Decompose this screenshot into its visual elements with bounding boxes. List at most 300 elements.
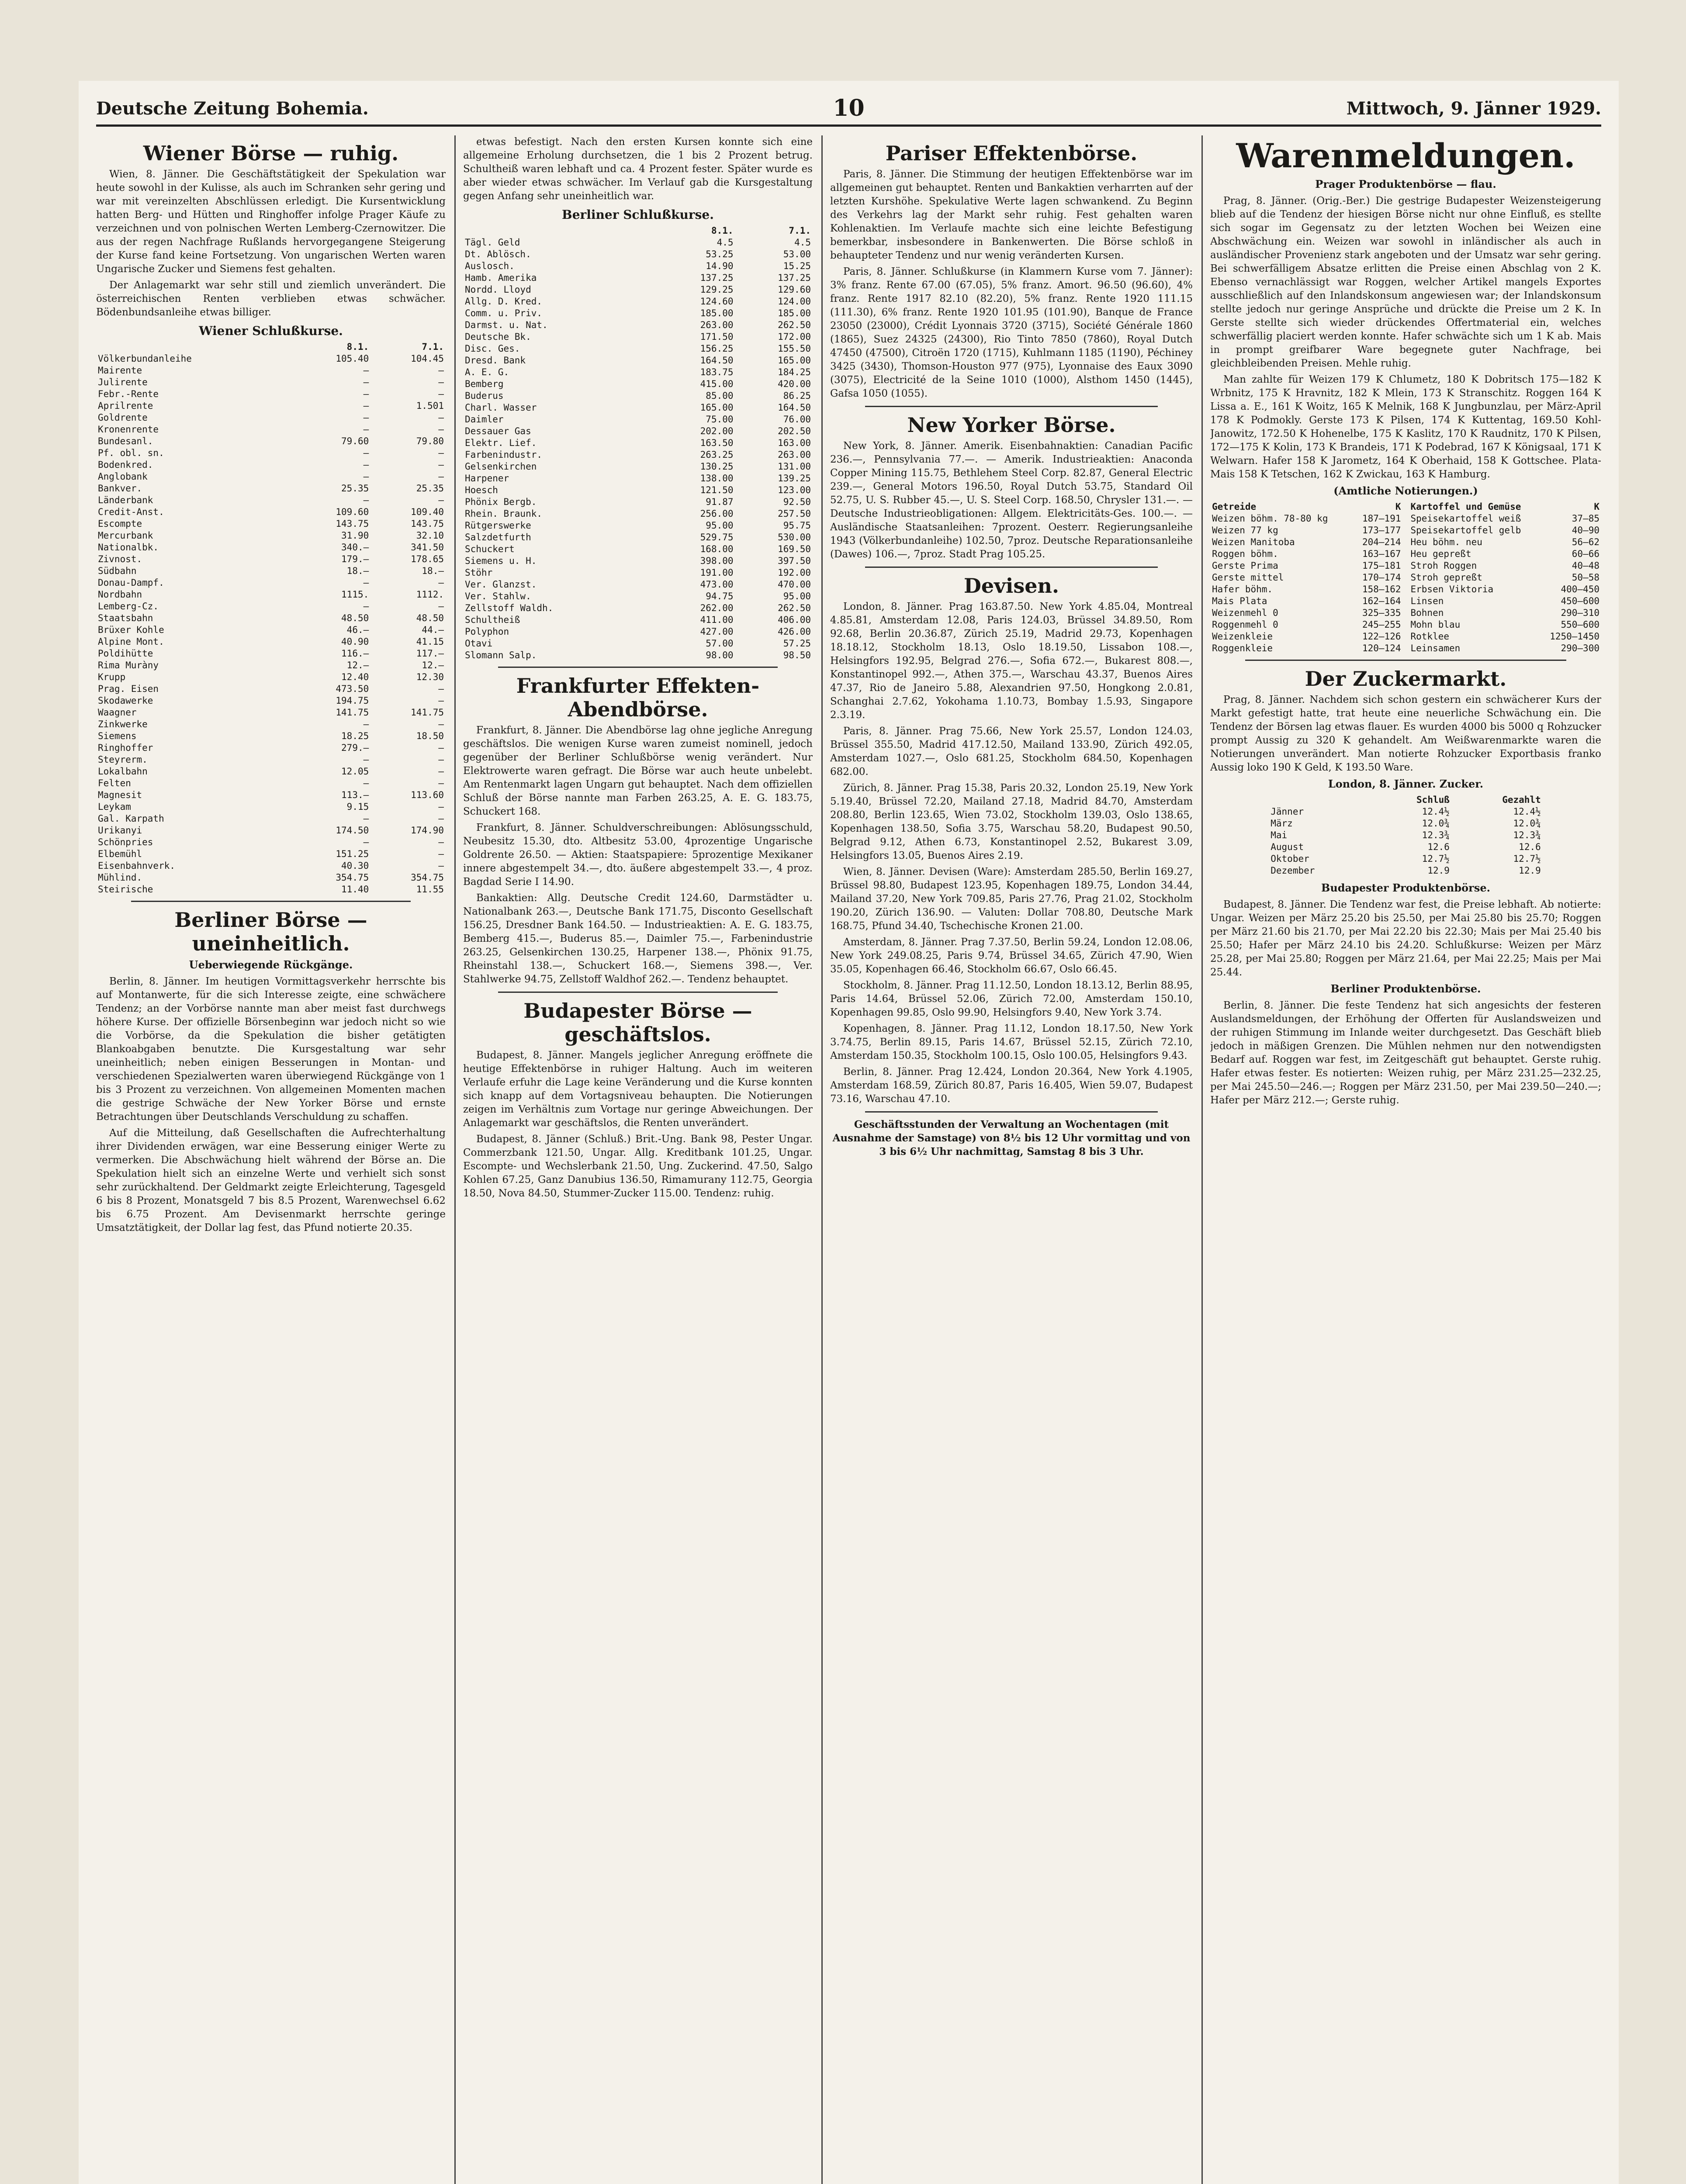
- table-row: [1210, 643, 1403, 654]
- table-row: [96, 671, 446, 683]
- table-row: [96, 683, 446, 695]
- issue-date: Mittwoch, 9. Jänner 1929.: [1346, 98, 1601, 119]
- row-label: Lemberg-Cz.: [98, 601, 159, 612]
- row-value: —: [363, 719, 369, 729]
- row-value: 178.65: [411, 554, 444, 564]
- table-row: [463, 366, 813, 378]
- table-row: [1210, 525, 1403, 536]
- row-value: —: [438, 837, 444, 847]
- row-value: —: [438, 802, 444, 812]
- prager-produktenboerse-text: Prag, 8. Jänner. (Orig.-Ber.) Die gestrige Budapester Weizensteigerung blieb auf die Tendenz der hiesigen Börse nicht nur ohne Einfluß, es stellte sich sogar im Gegensatz zu der letzten Wochen bei Weizen eine Abschwächung ein. Weizen war sowohl in inländischer als auch in ausländischer Provenienz stark angeboten und der Umsatz war sehr gering. Bei schwerfälligem Absatze erlitten die Preise einen Abschlag von 2 K. Ebenso vernachlässigt war Roggen, welcher Artikel mangels Exportes ausschließlich auf den Inlandskonsum angewiesen war; der Inlandskonsum stellte jedoch nur geringe Ansprüche und drückte die Preise um 2 K. In Gerste stellte sich wieder drückendes Offertmaterial ein, welches schwerfällig placiert werden konnte. Hafer schwächte sich um 1 K ab. Mais in prompt greifbarer Ware begegnete guter Nachfrage, bei gleichbleibenden Preisen. Mehle ruhig.: [1210, 195, 1601, 369]
- row-label: Rotklee: [1410, 631, 1450, 642]
- prager-produktenboerse-text-2: Man zahlte für Weizen 179 K Chlumetz, 180 K Dobritsch 175—182 K Wrbnitz, 175 K Hravnitz, 182 K Mlein, 173 K Stranschitz. Roggen 164 K Lissa a. E., 161 K Woitz, 165 K Melnik, 168 K Jungbunzlau, per März-April 178 K Podmokly. Gerste 173 K Pilsen, 174 K Kuttentag, 169.50 Kohl-Janowitz, 172.50 K Hohenelbe, 175 K Kaslitz, 170 K Raudnitz, 170 K Pilsen, 172—175 K Kolin, 173 K Brandeis, 171 K Podebrad, 167 K Königsaal, 171 K Welwarn. Hafer 158 K Jarometz, 164 K Oberhaid, 158 K Gottschee. Plata-Mais 158 K Tetschen, 162 K Zwickau, 163 K Hamburg.: [1210, 374, 1601, 480]
- row-label: Steirische: [98, 884, 153, 895]
- row-value: 151.25: [336, 849, 369, 859]
- row-value: —: [438, 495, 444, 505]
- row-label: Deutsche Bk.: [465, 332, 531, 342]
- row-label: Hafer böhm.: [1212, 584, 1273, 594]
- row-label: Pf. obl. sn.: [98, 448, 164, 458]
- row-label: Dessauer Gas: [465, 426, 531, 436]
- row-value: 156.25: [700, 343, 734, 354]
- table-row: [1269, 841, 1543, 853]
- table-row: [96, 754, 446, 766]
- row-value: 406.00: [778, 615, 811, 625]
- row-value: —: [438, 754, 444, 765]
- row-label: Daimler: [465, 414, 504, 425]
- row-value: 529.75: [700, 532, 734, 543]
- row-value: 50—58: [1572, 572, 1599, 583]
- devisen-amsterdam: Amsterdam, 8. Jänner. Prag 7.37.50, Berlin 59.24, London 12.08.06, New York 249.08.25, Paris 9.74, Brüssel 34.65, Zürich 47.90, Wien 35.05, Kopenhagen 66.46, Stockholm 66.67, Oslo 66.45.: [830, 936, 1193, 975]
- row-value: 109.60: [336, 507, 369, 517]
- pariser-boerse-heading: Pariser Effektenbörse.: [885, 142, 1138, 165]
- row-value: 53.00: [783, 249, 811, 259]
- row-label: Urikanyi: [98, 825, 142, 836]
- londoner-zuckerboerse-heading: London, 8. Jänner. Zucker.: [1328, 778, 1484, 790]
- row-value: 120—124: [1362, 643, 1401, 653]
- row-value: 56—62: [1572, 537, 1599, 547]
- row-label: A. E. G.: [465, 367, 509, 377]
- row-value: 12.—: [346, 660, 369, 670]
- table-row: [463, 378, 813, 390]
- row-value: —: [438, 424, 444, 435]
- row-value: —: [438, 684, 444, 694]
- row-value: —: [363, 412, 369, 423]
- table-row: [1269, 853, 1543, 865]
- row-label: Hoesch: [465, 485, 498, 495]
- budapester-boerse-text-2: Budapest, 8. Jänner (Schluß.) Brit.-Ung. Bank 98, Pester Ungar. Commerzbank 121.50, Ungar. Allg. Kreditbank 101.25, Ungar. Escompte- und Wechslerbank 21.50, Ung. Zuckerind. 47.50, Salgo Kohlen 67.25, Ganz Danubius 136.50, Rimamurany 112.75, Georgia 18.50, Nova 84.50, Stummer-Zucker 115.00. Tendenz: ruhig.: [463, 1133, 813, 1199]
- table-row: [463, 296, 813, 308]
- berliner-produktenboerse-text: Berlin, 8. Jänner. Die feste Tendenz hat sich angesichts der festeren Auslandsmeldungen, der Erhöhung der Offerten für Auslandsweizen und der ruhigen Stimmung im Inlande weiter durchgesetzt. Das Geschäft blieb jedoch in mäßigen Grenzen. Die Mühlen nehmen nur den notwendigsten Bedarf auf. Roggen war fest, im Zeitgeschäft gut behauptet. Gerste ruhig. Hafer etwas fester. Es notierten: Weizen ruhig, per März 231.25—232.25, per Mai 245.50—246.—; Roggen per März 231.50, per Mai 239.50—240.—; Hafer per März 212.—; Gerste ruhig.: [1210, 1000, 1601, 1106]
- row-label: Magnesit: [98, 790, 142, 800]
- row-value: 109.40: [411, 507, 444, 517]
- frankfurter-boerse-heading: Frankfurter Effekten-Abendbörse.: [516, 674, 760, 721]
- row-value: 123.00: [778, 485, 811, 495]
- row-value: 204—214: [1362, 537, 1401, 547]
- table-row: [1409, 536, 1602, 548]
- amtliche-notierungen-heading: (Amtliche Notierungen.): [1333, 484, 1478, 497]
- row-value: 179.—: [341, 554, 369, 564]
- row-value: 173—177: [1362, 525, 1401, 536]
- berliner-boerse-subheading: Ueberwiegende Rückgänge.: [189, 958, 353, 971]
- devisen-london: London, 8. Jänner. Prag 163.87.50. New York 4.85.04, Montreal 4.85.81, Amsterdam 12.08, Paris 124.03, Brüssel 34.89.50, Rom 92.68, Berlin 20.36.87, Zürich 25.19, Madrid 29.73, Kopenhagen 18.18.12, Stockholm 18.13, Oslo 18.19.50, Lissabon 108.—, Helsingfors 192.95, Belgrad 276.—, Sofia 672.—, Bukarest 808.—, Konstantinopel 992.—, Athen 375.—, Warschau 43.37, Buenos Aires 47.37, Rio de Janeiro 5.88, Alexandrien 97.50, Hongkong 2.0.81, Schanghai 2.7.62, Yokohama 1.10.73, Bombay 1.5.93, Singapore 2.3.19.: [830, 601, 1193, 721]
- row-value: 185.00: [778, 308, 811, 318]
- row-value: 79.60: [341, 436, 369, 446]
- row-label: Escompte: [98, 518, 142, 529]
- table-row: [1210, 513, 1403, 525]
- row-value: 48.50: [341, 613, 369, 623]
- row-value: —: [363, 471, 369, 482]
- berliner-boerse-text: Berlin, 8. Jänner. Im heutigen Vormittagsverkehr herrschte bis auf Montanwerte, für die sich Interesse zeigte, eine schwächere Tendenz; an der Vorbörse nannte man aber meist fast durchwegs höhere Kurse. Der offizielle Börsenbeginn war jedoch nicht so wie die Vorbörse, da die Spekulation die bisher getätigten Blankoabgaben benutzte. Die Kursgestaltung war sehr uneinheitlich; neben einigen Besserungen in Montan- und verschiedenen Spezialwerten waren überwiegend Rückgänge von 1 bis 3 Prozent zu verzeichnen. Von allgemeinen Momenten machen die gestrige Schwäche der New Yorker Börse und ernste Betrachtungen über Deutschlands Verschuldung zu schaffen.: [96, 976, 446, 1123]
- pariser-boerse-text-2: Paris, 8. Jänner. Schlußkurse (in Klammern Kurse vom 7. Jänner): 3% franz. Rente 67.00 (67.05), 5% franz. Amort. 96.50 (96.60), 4% franz. Rente 1917 82.10 (82.20), 5% franz. Rente 1920 111.15 (111.30), 6% franz. Rente 1920 101.95 (101.90), Banque de France 23050 (23000), Crédit Lyonnais 3720 (3715), Société Générale 1860 (1865), Suez 24325 (24300), Rio Tinto 7850 (7860), Royal Dutch 47450 (47500), Citroën 1720 (1715), Kuhlmann 1185 (1190), Péchiney 3425 (3430), Thomson-Houston 977 (975), Lyonnaise des Eaux 3090 (3075), Electricité de la Seine 1010 (1000), Alsthom 1450 (1445), Gafsa 1050 (1055).: [830, 266, 1193, 399]
- row-value: 473.00: [700, 579, 734, 590]
- column-divider: [454, 135, 456, 2184]
- wiener-boerse-heading: Wiener Börse — ruhig.: [143, 142, 399, 165]
- row-value: 130.25: [700, 461, 734, 472]
- row-value: 400—450: [1561, 584, 1599, 594]
- row-value: 1.501: [416, 401, 444, 411]
- row-label: Schultheiß: [465, 615, 520, 625]
- table-row: [463, 484, 813, 496]
- row-value: 94.75: [706, 591, 734, 601]
- row-label: März: [1271, 818, 1293, 829]
- table-row: [463, 555, 813, 567]
- row-value: 192.00: [778, 567, 811, 578]
- table-row: [96, 589, 446, 601]
- table-row: [463, 567, 813, 579]
- row-value: 141.75: [336, 707, 369, 718]
- row-value: 341.50: [411, 542, 444, 553]
- row-value: 122—126: [1362, 631, 1401, 642]
- table-row: [96, 530, 446, 542]
- row-value: —: [438, 365, 444, 376]
- devisen-kopenhagen: Kopenhagen, 8. Jänner. Prag 11.12, London 18.17.50, New York 3.74.75, Berlin 89.15, Paris 14.67, Brüssel 52.15, Zürich 72.10, Amsterdam 150.35, Stockholm 100.15, Oslo 100.05, Helsingfors 9.43.: [830, 1023, 1193, 1061]
- budapester-boerse-text: Budapest, 8. Jänner. Mangels jeglicher Anregung eröffnete die heutige Effektenbörse in ruhiger Haltung. Auch im weiteren Verlaufe erfuhr die Lage keine Veränderung und die Kurse konnten sich knapp auf dem Vortagsniveau behaupten. Die Notierungen zeigen im Verhältnis zum Vortage nur geringe Abweichungen. Der Anlagemarkt war geschäftslos, die Renten unverändert.: [463, 1050, 813, 1129]
- row-value: 163.00: [778, 438, 811, 448]
- row-label: Lokalbahn: [98, 766, 148, 777]
- devisen-zuerich: Zürich, 8. Jänner. Prag 15.38, Paris 20.32, London 25.19, New York 5.19.40, Brüssel 72.20, Mailand 27.18, Madrid 84.70, Amsterdam 208.80, Berlin 123.65, Wien 73.02, Stockholm 139.03, Oslo 138.65, Kopenhagen 138.50, Sofia 3.75, Warschau 58.20, Budapest 90.50, Belgrad 9.12, Athen 6.73, Konstantinopel 2.52, Bukarest 3.09, Helsingfors 13.05, Buenos Aires 2.19.: [830, 782, 1193, 861]
- row-label: Dezember: [1271, 865, 1315, 876]
- row-label: Stroh Roggen: [1410, 560, 1477, 571]
- row-value: 12.30: [416, 672, 444, 682]
- section-rule: [498, 992, 778, 993]
- row-value: 105.40: [336, 353, 369, 364]
- table-row: [1210, 595, 1403, 607]
- row-label: Farbenindustr.: [465, 449, 543, 460]
- table-row: [1210, 619, 1403, 631]
- newspaper-name: Deutsche Zeitung Bohemia.: [96, 98, 369, 119]
- table-header: K: [1594, 501, 1599, 512]
- devisen-heading: Devisen.: [964, 574, 1059, 598]
- devisen-paris: Paris, 8. Jänner. Prag 75.66, New York 25.57, London 124.03, Brüssel 355.50, Madrid 417.12.50, Mailand 133.90, Zürich 492.05, Amsterdam 1027.—, Oslo 681.25, Stockholm 684.50, Kopenhagen 682.00.: [830, 726, 1193, 778]
- row-label: Aprilrente: [98, 401, 153, 411]
- table-row: [96, 813, 446, 825]
- row-value: 31.90: [341, 530, 369, 541]
- wiener-schlusskurse-heading: Wiener Schlußkurse.: [199, 324, 343, 338]
- row-label: Bankver.: [98, 483, 142, 494]
- zuckermarkt-text: Prag, 8. Jänner. Nachdem sich schon gestern ein schwächerer Kurs der Markt gefestigt hatte, trat heute eine neuerliche Schwächung ein. Die Tendenz der Börsen lag etwas flauer. Es wurden 4000 bis 5000 q Rohzucker prompt Aussig zu 320 K gehandelt. Am Weißwarenmarkte waren die Notierungen unverändert. Man notierte Rohzucker Exportbasis franko Aussig loko 190 K Geld, K 193.50 Ware.: [1210, 694, 1601, 773]
- row-label: Julirente: [98, 377, 148, 387]
- table-header: [96, 341, 296, 353]
- table-row: [96, 636, 446, 648]
- table-row: [463, 260, 813, 272]
- row-value: 427.00: [700, 626, 734, 637]
- row-value: 290—300: [1561, 643, 1599, 653]
- row-value: 183.75: [700, 367, 734, 377]
- table-row: [463, 425, 813, 437]
- table-row: [1409, 595, 1602, 607]
- row-value: 191.00: [700, 567, 734, 578]
- column-divider: [1201, 135, 1203, 2184]
- newspaper-page: [79, 81, 1619, 2184]
- row-label: Schönpries: [98, 837, 153, 847]
- berliner-schlusskurse-table: [463, 225, 813, 661]
- row-label: Ver. Glanzst.: [465, 579, 537, 590]
- row-value: 12.0¾: [1422, 818, 1450, 829]
- row-value: —: [438, 766, 444, 777]
- row-label: Oktober: [1271, 854, 1309, 864]
- row-value: 12.40: [341, 672, 369, 682]
- row-value: —: [363, 495, 369, 505]
- row-value: —: [363, 577, 369, 588]
- table-row: [96, 884, 446, 895]
- row-value: 40.90: [341, 636, 369, 647]
- table-row: [96, 860, 446, 872]
- section-rule: [865, 567, 1158, 568]
- table-row: [96, 365, 446, 377]
- zuckermarkt-heading: Der Zuckermarkt.: [1305, 667, 1507, 691]
- row-label: Febr.-Rente: [98, 389, 159, 399]
- row-value: 163—167: [1362, 549, 1401, 559]
- new-yorker-boerse-text: New York, 8. Jänner. Amerik. Eisenbahnaktien: Canadian Pacific 236.—, Pennsylvania 77.—. — Amerik. Industrieaktien: Anaconda Copper Mining 115.75, Bethlehem Steel Corp. 82.87, General Electric 239.—, General Motors 196.50, Royal Dutch 53.75, Standard Oil 52.75, U. S. Rubber 45.—, U. S. Steel Corp. 168.50, Chrysler 131.—. — Deutsche Industrieobligationen: Allgem. Elektricitäts-Ges. 100.—. — Ausländische Staatsanleihen: 7prozent. Oesterr. Regierungsanleihe 1943 (Völkerbundanleihe) 102.50, 7proz. Deutsche Reparationsanleihe (Dawes) 106.—, 7proz. Stadt Prag 105.25.: [830, 440, 1193, 560]
- row-value: 397.50: [778, 556, 811, 566]
- table-row: [463, 308, 813, 319]
- column-4: [1210, 135, 1601, 2184]
- row-value: 325—335: [1362, 608, 1401, 618]
- row-label: Elbemühl: [98, 849, 142, 859]
- row-value: —: [438, 460, 444, 470]
- table-row: [463, 591, 813, 602]
- row-value: 170—174: [1362, 572, 1401, 583]
- row-value: —: [363, 813, 369, 824]
- table-row: [96, 766, 446, 778]
- row-value: 12.4½: [1513, 806, 1541, 817]
- table-row: [96, 648, 446, 660]
- table-row: [463, 543, 813, 555]
- table-row: [1409, 643, 1602, 654]
- table-row: [1409, 607, 1602, 619]
- row-value: 95.00: [706, 520, 734, 531]
- table-header: Getreide: [1212, 501, 1257, 512]
- table-row: [96, 872, 446, 884]
- row-value: 415.00: [700, 379, 734, 389]
- row-label: Ver. Stahlw.: [465, 591, 531, 601]
- row-value: —: [438, 412, 444, 423]
- table-row: [463, 626, 813, 638]
- row-value: —: [363, 601, 369, 612]
- table-header: [1269, 794, 1372, 806]
- row-label: Rütgerswerke: [465, 520, 531, 531]
- row-label: Rima Muràny: [98, 660, 159, 670]
- table-header: Schluß: [1416, 795, 1450, 805]
- table-row: [463, 284, 813, 296]
- row-label: Phönix Bergb.: [465, 497, 537, 507]
- table-row: [1269, 806, 1543, 818]
- table-row: [96, 730, 446, 742]
- row-label: Staatsbahn: [98, 613, 153, 623]
- row-label: Donau-Dampf.: [98, 577, 164, 588]
- row-label: Alpine Mont.: [98, 636, 164, 647]
- table-header: Kartoffel und Gemüse: [1410, 501, 1521, 512]
- table-row: [96, 447, 446, 459]
- row-value: 11.55: [416, 884, 444, 895]
- row-value: 398.00: [700, 556, 734, 566]
- row-label: Völkerbundanleihe: [98, 353, 192, 364]
- row-value: 262.50: [778, 320, 811, 330]
- wiener-schlusskurse-table: [96, 341, 446, 895]
- row-label: Zinkwerke: [98, 719, 148, 729]
- page-number: 10: [833, 95, 865, 121]
- row-label: Mühlind.: [98, 872, 142, 883]
- row-value: —: [363, 448, 369, 458]
- row-value: —: [438, 601, 444, 612]
- row-label: Siemens: [98, 731, 137, 741]
- table-row: [1210, 631, 1403, 643]
- row-label: Eisenbahnverk.: [98, 860, 176, 871]
- row-value: 18.25: [341, 731, 369, 741]
- table-row: [96, 494, 446, 506]
- table-row: [463, 319, 813, 331]
- row-value: 340.—: [341, 542, 369, 553]
- row-value: 75.00: [706, 414, 734, 425]
- row-value: —: [438, 695, 444, 706]
- row-label: Bodenkred.: [98, 460, 153, 470]
- table-row: [1210, 584, 1403, 595]
- row-value: 163.50: [700, 438, 734, 448]
- row-value: 57.00: [706, 638, 734, 649]
- row-value: 18.—: [422, 566, 444, 576]
- row-value: 279.—: [341, 743, 369, 753]
- row-value: 12.6: [1427, 842, 1450, 852]
- table-row: [463, 508, 813, 520]
- row-label: Mercurbank: [98, 530, 153, 541]
- section-rule: [865, 1111, 1158, 1113]
- row-value: 290—310: [1561, 608, 1599, 618]
- frankfurter-boerse-text-3: Bankaktien: Allg. Deutsche Credit 124.60, Darmstädter u. Nationalbank 263.—, Deutsche Bank 171.75, Disconto Gesellschaft 156.25, Dresdner Bank 164.50. — Industrieaktien: A. E. G. 183.75, Bemberg 415.—, Buderus 85.—, Daimler 75.—, Farbenindustrie 263.25, Gelsenkirchen 130.25, Harpener 138.—, Phönix 91.75, Rheinstahl 138.—, Schuckert 168.—, Siemens 398.—, Ver. Stahlwerke 94.75, Zellstoff Waldhof 262.—. Tendenz behauptet.: [463, 892, 813, 985]
- row-value: 426.00: [778, 626, 811, 637]
- row-label: Nordbahn: [98, 589, 142, 600]
- table-row: [1409, 513, 1602, 525]
- table-row: [463, 614, 813, 626]
- row-value: 40.30: [341, 860, 369, 871]
- row-value: 155.50: [778, 343, 811, 354]
- table-row: [1409, 572, 1602, 584]
- row-value: 257.50: [778, 508, 811, 519]
- row-value: 92.50: [783, 497, 811, 507]
- budapester-boerse-heading: Budapester Börse — geschäftslos.: [523, 999, 752, 1046]
- table-header: 8.1.: [711, 225, 734, 236]
- row-value: 12.7½: [1513, 854, 1541, 864]
- wiener-boerse-text: Wien, 8. Jänner. Die Geschäftstätigkeit der Spekulation war heute sowohl in der Kulisse, als auch im Schranken sehr gering und war mit vereinzelten Abschlüssen erledigt. Die Kursentwicklung hatten Berg- und Hütten und Ringhoffer infolge Prager Käufe zu verzeichnen und von polnischen Werten Lemberg-Czernowitzer. Die aus der regen Nachfrage Rußlands hervorgegangene Steigerung der Kurse fand keine Fortsetzung. Von ungarischen Werten waren Ungarische Zucker und Siemens fest gehalten.: [96, 169, 446, 275]
- budapester-produktenboerse-text: Budapest, 8. Jänner. Die Tendenz war fest, die Preise lebhaft. Ab notierte: Ungar. Weizen per März 25.20 bis 25.50, per Mai 25.80 bis 25.70; Roggen per März 21.60 bis 21.70, per Mai 22.20 bis 22.30; Mais per Mai 25.40 bis 25.50; Hafer per März 24.10 bis 24.20. Schlußkurse: Weizen per März 25.28, per Mai 25.80; Roggen per März 21.64, per Mai 22.25; Mais per Mai 25.44.: [1210, 899, 1601, 978]
- table-row: [463, 579, 813, 591]
- table-row: [1210, 607, 1403, 619]
- row-label: Prag. Eisen: [98, 684, 159, 694]
- row-value: 57.25: [783, 638, 811, 649]
- table-row: [96, 483, 446, 494]
- row-value: 139.25: [778, 473, 811, 484]
- row-value: 53.25: [706, 249, 734, 259]
- table-row: [1409, 631, 1602, 643]
- row-label: Felten: [98, 778, 131, 788]
- row-label: Weizenmehl 0: [1212, 608, 1278, 618]
- table-row: [96, 742, 446, 754]
- section-rule: [498, 667, 778, 668]
- row-value: —: [363, 778, 369, 788]
- wiener-boerse-text-2: Der Anlagemarkt war sehr still und ziemlich unverändert. Die österreichischen Renten verblieben etwas schwächer. Bödenbundsanleihe etwas billiger.: [96, 280, 446, 318]
- table-row: [96, 707, 446, 719]
- devisen-berlin: Berlin, 8. Jänner. Prag 12.424, London 20.364, New York 4.1905, Amsterdam 168.59, Zürich 80.87, Paris 16.405, Wien 59.07, Budapest 73.16, Warschau 47.10.: [830, 1066, 1193, 1105]
- row-label: Erbsen Viktoria: [1410, 584, 1494, 594]
- frankfurter-boerse-text-2: Frankfurt, 8. Jänner. Schuldverschreibungen: Ablösungsschuld, Neubesitz 15.30, dto. Altbesitz 53.00, 4prozentige Ungarische Goldrente 26.50. — Aktien: Staatspapiere: 5prozentige Mexikaner innere abgestempelt 34.—, dto. äußere abgestempelt 33.—, 4 proz. Bagdad Serie I 14.90.: [463, 822, 813, 888]
- row-value: 184.25: [778, 367, 811, 377]
- table-row: [96, 412, 446, 424]
- section-rule: [1245, 660, 1566, 661]
- row-label: Bohnen: [1410, 608, 1444, 618]
- row-value: 194.75: [336, 695, 369, 706]
- row-label: Leykam: [98, 802, 131, 812]
- row-label: Weizen böhm. 78-80 kg: [1212, 513, 1328, 524]
- row-label: Elektr. Lief.: [465, 438, 537, 448]
- row-value: 262.00: [700, 603, 734, 613]
- row-value: 530.00: [778, 532, 811, 543]
- row-value: 12.9: [1519, 865, 1541, 876]
- table-row: [463, 390, 813, 402]
- kartoffel-table: [1409, 501, 1602, 654]
- table-row: [1409, 560, 1602, 572]
- table-row: [96, 553, 446, 565]
- row-value: 48.50: [416, 613, 444, 623]
- table-row: [96, 518, 446, 530]
- row-value: 117.—: [416, 648, 444, 659]
- table-row: [96, 836, 446, 848]
- row-label: Roggenkleie: [1212, 643, 1273, 653]
- row-label: Stöhr: [465, 567, 493, 578]
- prager-produktenboerse-heading: Prager Produktenbörse — flau.: [1315, 178, 1496, 190]
- row-value: 164.50: [778, 402, 811, 413]
- table-row: [96, 435, 446, 447]
- row-value: 263.00: [778, 449, 811, 460]
- row-value: 12.—: [422, 660, 444, 670]
- row-label: Roggenmehl 0: [1212, 619, 1278, 630]
- row-label: Mai: [1271, 830, 1288, 840]
- table-row: [1409, 548, 1602, 560]
- geschaeftsstunden-notice: Geschäftsstunden der Verwaltung an Wochentagen (mit Ausnahme der Samstage) von 8½ bis 12 Uhr vormittag und von 3 bis 6½ Uhr nachmittag, Samstag 8 bis 3 Uhr.: [832, 1119, 1191, 1158]
- row-label: Leinsamen: [1410, 643, 1461, 653]
- table-row: [96, 459, 446, 471]
- table-header: 7.1.: [789, 225, 811, 236]
- devisen-wien: Wien, 8. Jänner. Devisen (Ware): Amsterdam 285.50, Berlin 169.27, Brüssel 98.80, Budapest 123.95, Kopenhagen 189.75, London 34.44, Mailand 37.20, New York 709.85, Paris 27.76, Prag 21.02, Stockholm 190.20, Zürich 136.90. — Valuten: Dollar 708.80, Deutsche Mark 168.75, Pfund 34.40, Tschechische Kronen 21.00.: [830, 866, 1193, 932]
- row-value: 60—66: [1572, 549, 1599, 559]
- row-value: 40—90: [1572, 525, 1599, 536]
- row-value: —: [363, 424, 369, 435]
- row-value: 44.—: [422, 625, 444, 635]
- row-value: —: [438, 377, 444, 387]
- row-value: —: [363, 377, 369, 387]
- row-label: Poldihütte: [98, 648, 153, 659]
- row-value: 1112.: [416, 589, 444, 600]
- row-label: Waagner: [98, 707, 137, 718]
- row-value: 121.50: [700, 485, 734, 495]
- row-label: Charl. Wasser: [465, 402, 537, 413]
- row-value: 113.60: [411, 790, 444, 800]
- table-row: [463, 496, 813, 508]
- row-value: 15.25: [783, 261, 811, 271]
- row-value: 1115.: [341, 589, 369, 600]
- pariser-boerse-text: Paris, 8. Jänner. Die Stimmung der heutigen Effektenbörse war im allgemeinen gut behauptet. Renten und Bankaktien verharrten auf der letzten Kurshöhe. Spekulative Werte lagen schwankend. Zu Beginn des Verkehrs lag der Markt sehr ruhig. Fest gehalten waren Kohlenaktien. Im Verlaufe machte sich eine leichte Befestigung bemerkbar, insbesondere in Bankenwerten. Die Börse schloß in behaupteter Tendenz und nur wenig veränderten Kursen.: [830, 169, 1193, 261]
- row-value: 263.00: [700, 320, 734, 330]
- row-value: 4.5: [794, 237, 811, 248]
- table-row: [96, 612, 446, 624]
- row-value: 91.87: [706, 497, 734, 507]
- row-label: Länderbank: [98, 495, 153, 505]
- row-value: 37—85: [1572, 513, 1599, 524]
- row-value: 185.00: [700, 308, 734, 318]
- table-header: 7.1.: [422, 342, 444, 352]
- row-value: 137.25: [700, 273, 734, 283]
- row-label: Speisekartoffel gelb: [1410, 525, 1521, 536]
- table-row: [1269, 818, 1543, 829]
- row-label: Linsen: [1410, 596, 1444, 606]
